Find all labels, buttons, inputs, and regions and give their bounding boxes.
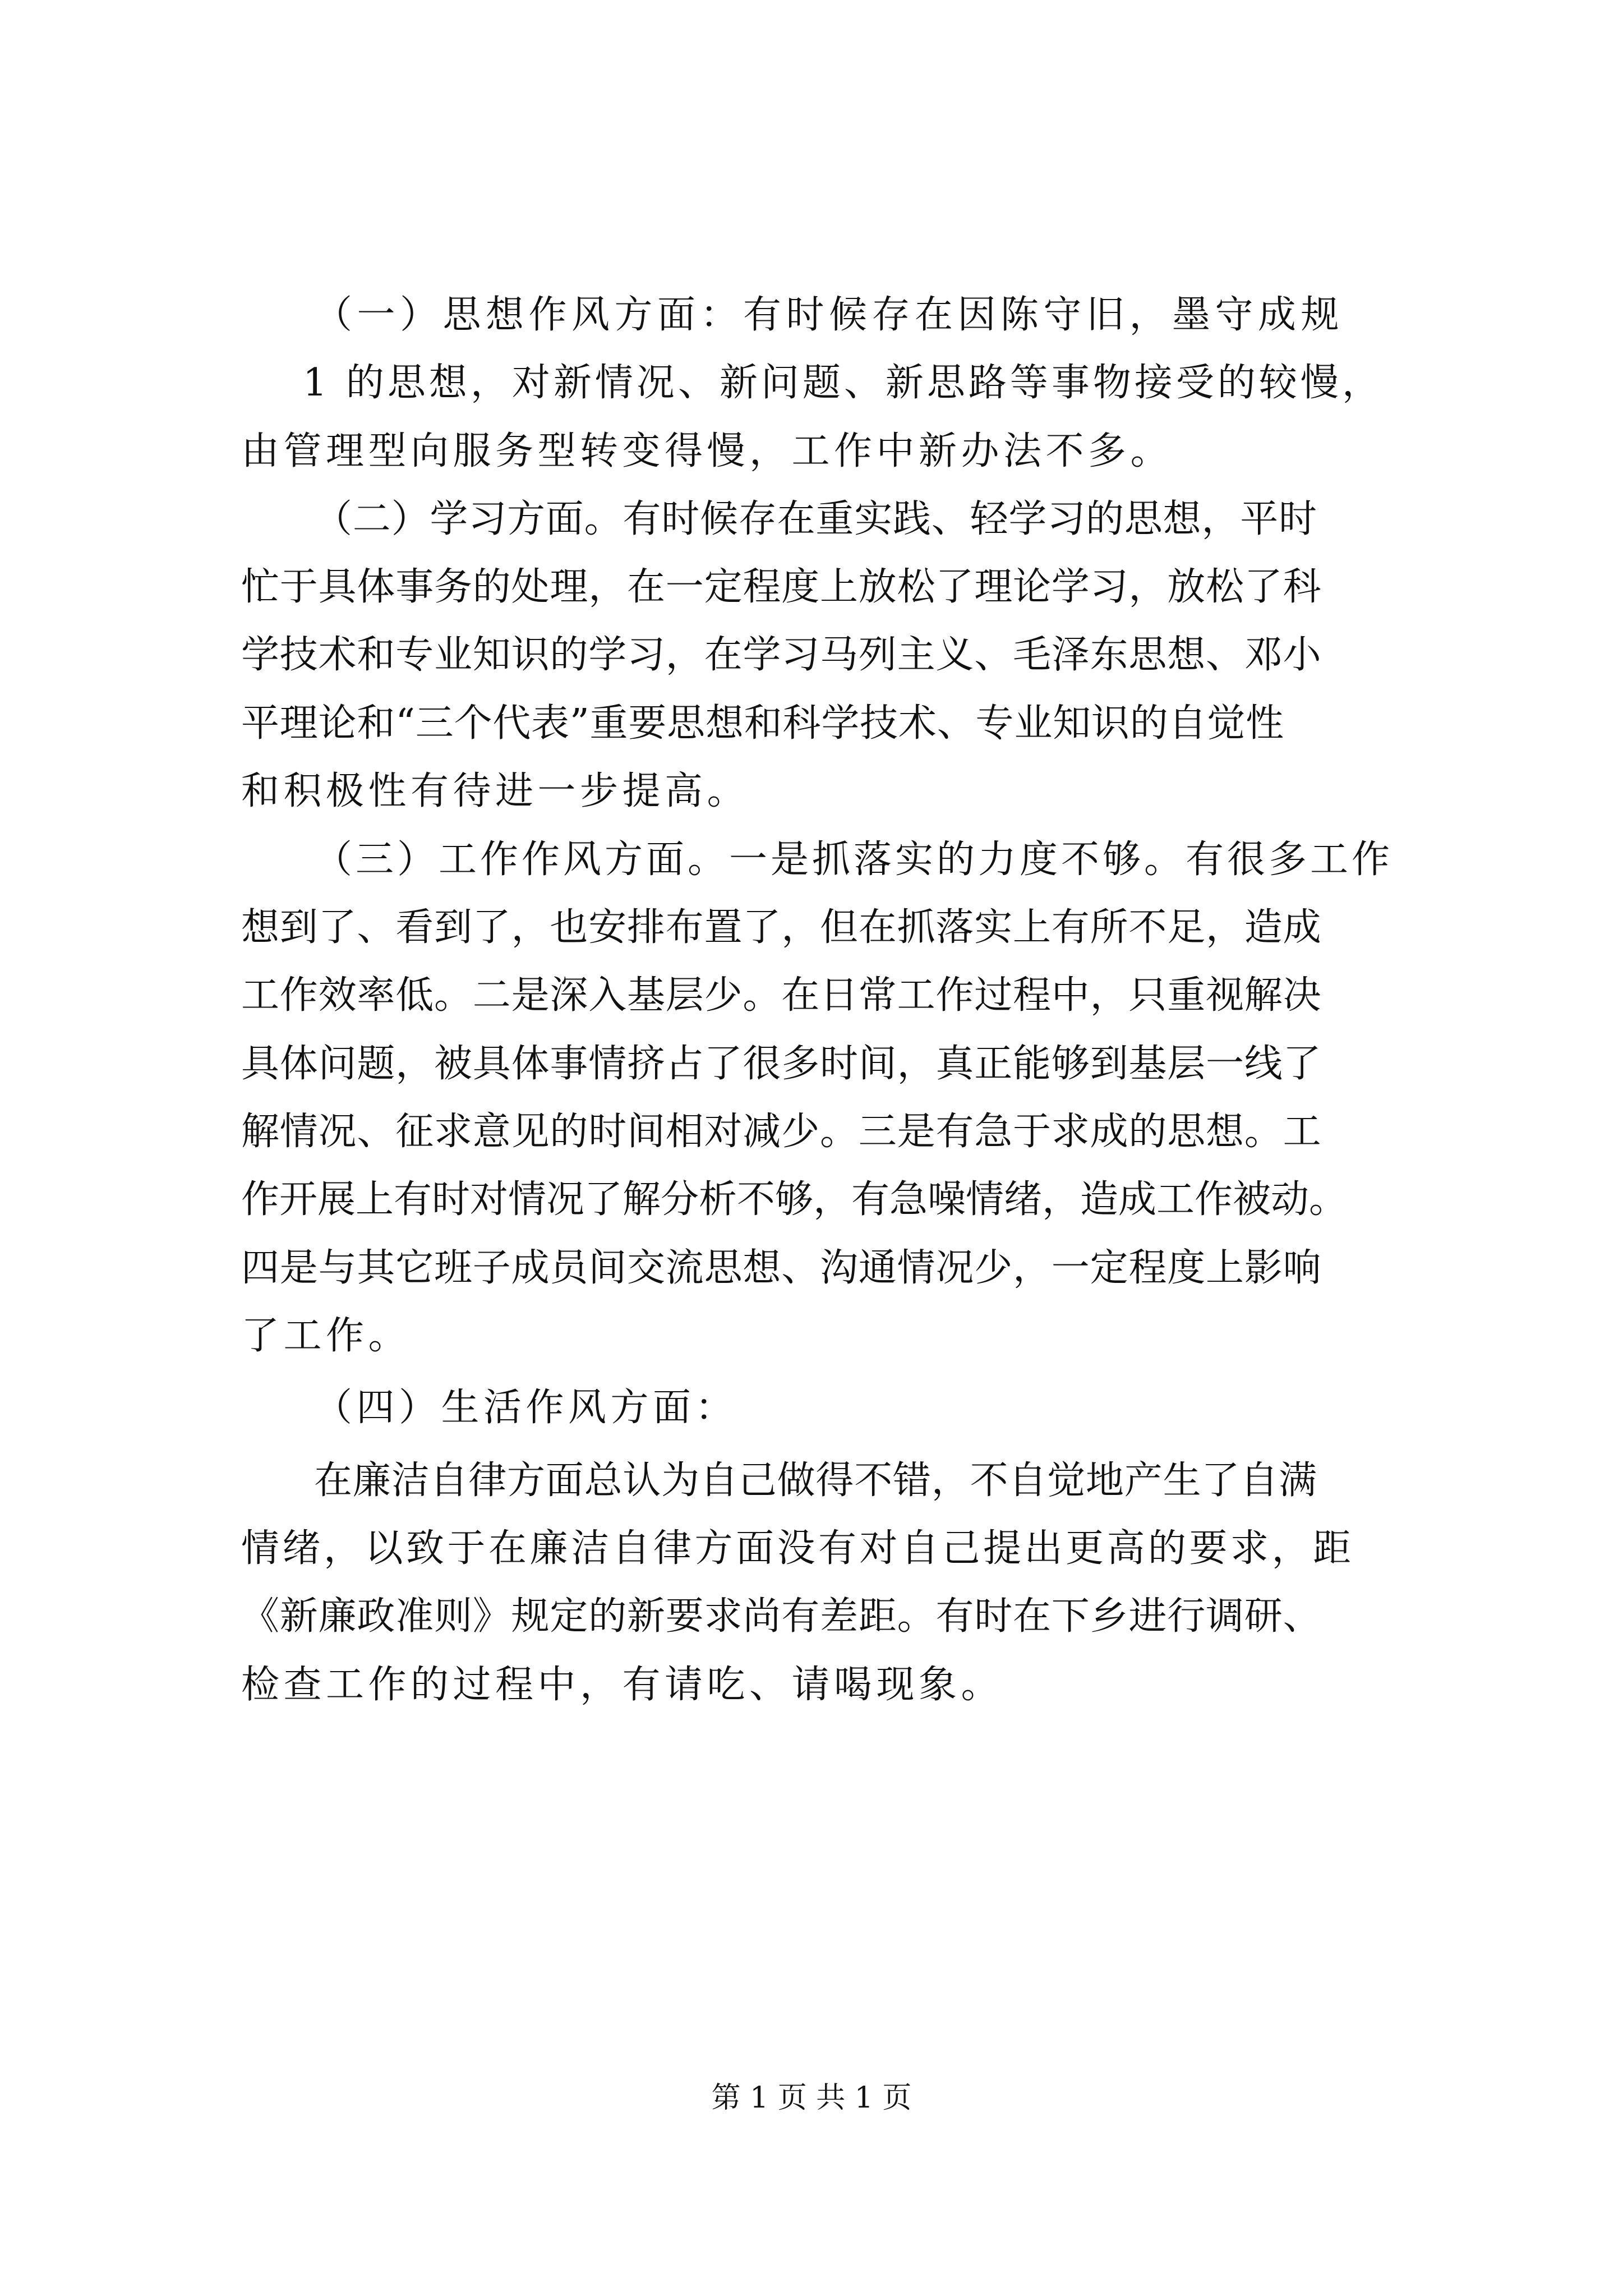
text-line: 具体问题，被具体事情挤占了很多时间，真正能够到基层一线了 bbox=[241, 1042, 1322, 1086]
text-line: （三）工作作风方面。一是抓落实的力度不够。有很多工作 bbox=[314, 838, 1394, 882]
text-line: 作开展上有时对情况了解分析不够，有急噪情绪，造成工作被动。 bbox=[241, 1177, 1348, 1222]
text-line: 四是与其它班子成员间交流思想、沟通情况少，一定程度上影响 bbox=[241, 1246, 1322, 1290]
text-line: 在廉洁自律方面总认为自己做得不错，不自觉地产生了自满 bbox=[314, 1458, 1317, 1503]
text-line: 工作效率低。二是深入基层少。在日常工作过程中，只重视解决 bbox=[241, 973, 1322, 1018]
text-line: 《新廉政准则》规定的新要求尚有差距。有时在下乡进行调研、 bbox=[241, 1594, 1322, 1639]
text-line: （二）学习方面。有时候存在重实践、轻学习的思想，平时 bbox=[314, 497, 1317, 541]
text-line: 平理论和“三个代表”重要思想和科学技术、专业知识的自觉性 bbox=[241, 701, 1284, 746]
text-line: 忙于具体事务的处理，在一定程度上放松了理论学习，放松了科 bbox=[241, 565, 1322, 609]
text-line: 情绪，以致于在廉洁自律方面没有对自己提出更高的要求，距 bbox=[241, 1526, 1354, 1571]
text-line: 学技术和专业知识的学习，在学习马列主义、毛泽东思想、邓小 bbox=[241, 633, 1322, 677]
text-line: 解情况、征求意见的时间相对减少。三是有急于求成的思想。工 bbox=[241, 1110, 1322, 1154]
text-line: 了工作。 bbox=[241, 1314, 411, 1358]
text-line: （四）生活作风方面： bbox=[314, 1386, 738, 1430]
text-line: 1 的思想，对新情况、新问题、新思路等事物接受的较慢， bbox=[303, 361, 1384, 405]
text-line: 由管理型向服务型转变得慢，工作中新办法不多。 bbox=[241, 429, 1173, 473]
text-line: 和积极性有待进一步提高。 bbox=[241, 769, 750, 813]
text-line: 检查工作的过程中，有请吃、请喝现象。 bbox=[241, 1663, 1004, 1707]
text-line: 想到了、看到了，也安排布置了，但在抓落实上有所不足，造成 bbox=[241, 905, 1322, 950]
page-footer: 第 1 页 共 1 页 bbox=[711, 2081, 912, 2115]
text-line: （一）思想作风方面：有时候存在因陈守旧，墨守成规 bbox=[314, 293, 1344, 337]
